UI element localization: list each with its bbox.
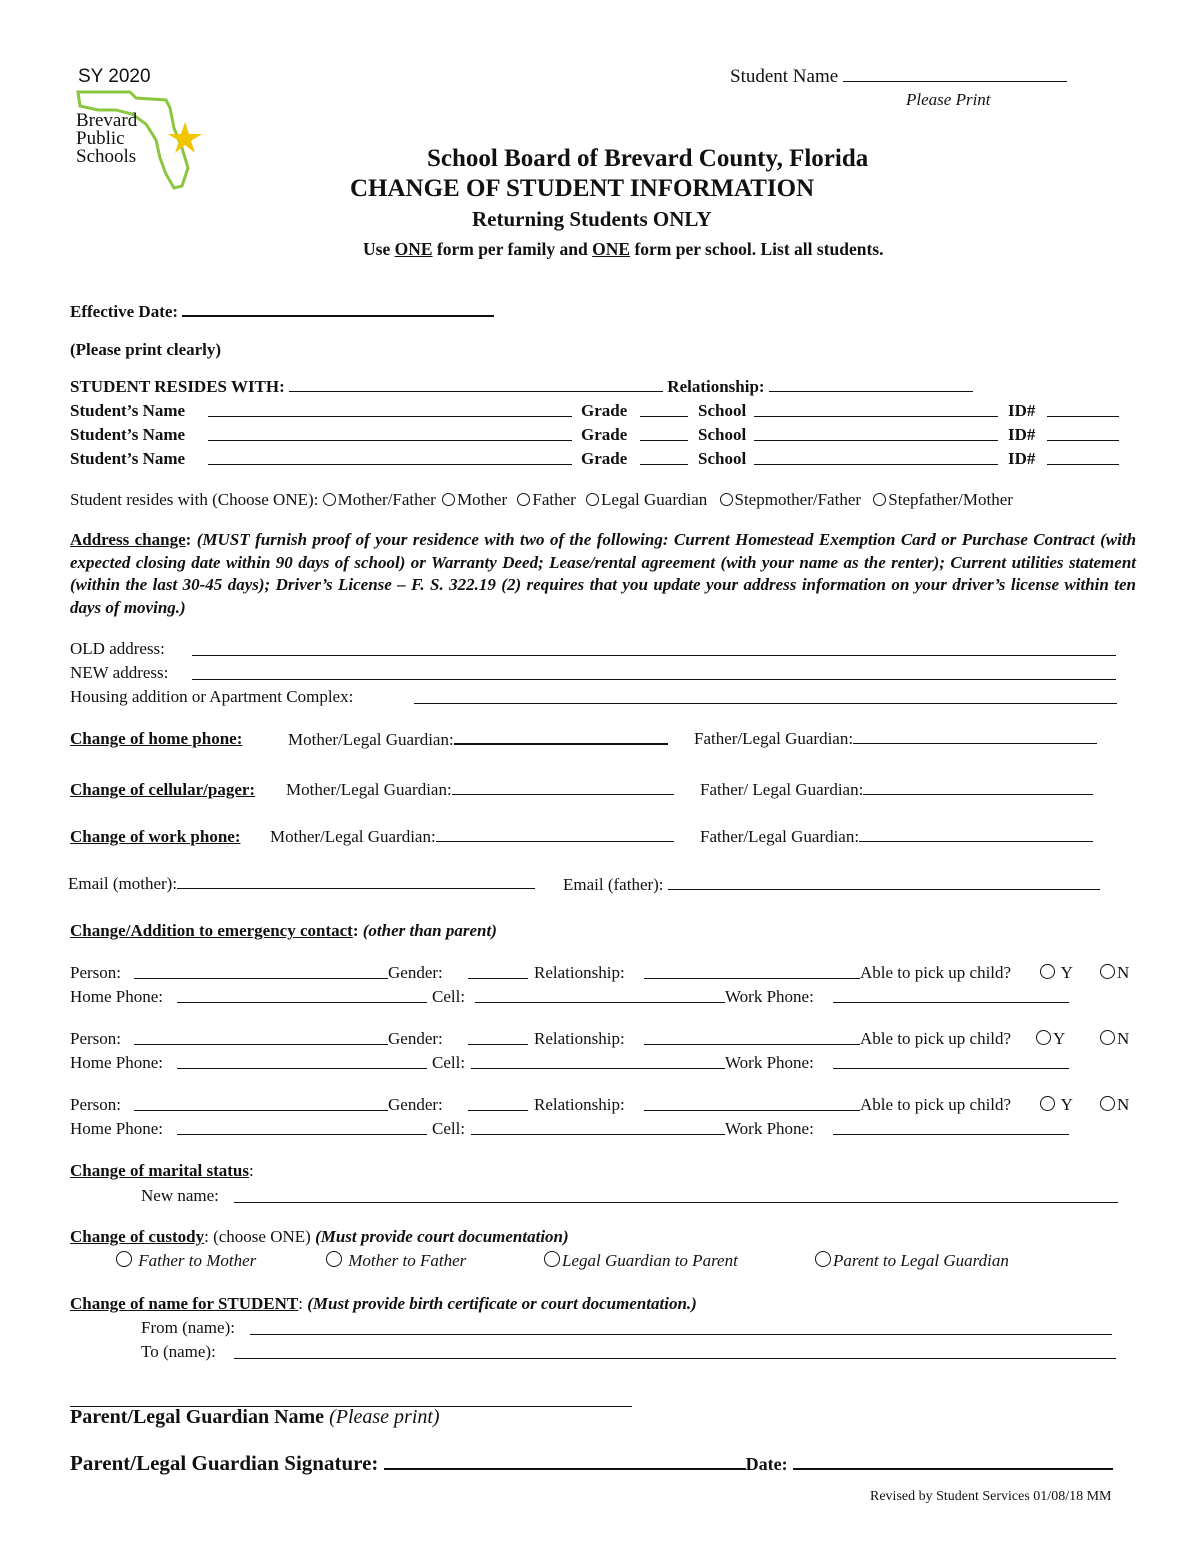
marital-heading: Change of marital status (70, 1161, 249, 1180)
new-address-label: NEW address: (70, 663, 169, 682)
school-line[interactable] (754, 426, 998, 441)
logo-text-brevard: Brevard (76, 110, 138, 131)
grade-line[interactable] (640, 402, 688, 417)
gender-line[interactable] (468, 1096, 528, 1111)
pickup-no[interactable]: N (1100, 963, 1129, 983)
home-father-field[interactable]: Father/Legal Guardian: (694, 729, 1097, 749)
pickup-yes[interactable]: Y (1036, 1029, 1065, 1049)
guardian-signature-line[interactable] (384, 1453, 746, 1470)
from-name-field[interactable] (141, 1318, 235, 1338)
person-line[interactable] (134, 1030, 388, 1045)
logo-text-public: Public (76, 128, 125, 149)
custody-heading: Change of custody (70, 1227, 205, 1246)
id-line[interactable] (1047, 402, 1119, 417)
custody-option-parent-to-guardian[interactable]: Parent to Legal Guardian (815, 1251, 1009, 1271)
student-name-line[interactable] (208, 402, 572, 417)
radio-icon[interactable] (720, 493, 733, 506)
radio-icon[interactable] (1100, 964, 1115, 979)
radio-icon[interactable] (517, 493, 530, 506)
new-name-field[interactable] (141, 1186, 219, 1206)
custody-option-mother-to-father[interactable]: Mother to Father (326, 1251, 466, 1271)
custody-note: (Must provide court documentation) (315, 1227, 569, 1246)
option-stepmother-father[interactable]: Stepmother/Father (720, 490, 862, 509)
radio-icon[interactable] (586, 493, 599, 506)
option-legal-guardian[interactable]: Legal Guardian (586, 490, 707, 509)
work-father-line[interactable] (859, 827, 1093, 842)
home-phone-row (70, 729, 242, 749)
please-print-note: Please Print (906, 90, 991, 109)
page-title: School Board of Brevard County, Florida (427, 145, 869, 172)
to-name-field[interactable] (141, 1342, 216, 1362)
guardian-name-label: Parent/Legal Guardian Name (70, 1406, 325, 1428)
old-address-field[interactable] (70, 639, 165, 659)
to-name-line[interactable] (234, 1344, 1116, 1359)
cell-mother-field[interactable]: Mother/Legal Guardian: (286, 780, 674, 800)
radio-icon[interactable] (323, 493, 336, 506)
relationship-line[interactable] (769, 377, 973, 392)
home-phone-line[interactable] (177, 988, 427, 1003)
relationship-line[interactable] (644, 1096, 860, 1111)
option-mother-father[interactable]: Mother/Father (323, 490, 436, 509)
name-change-note: (Must provide birth certificate or court documentation.) (307, 1294, 697, 1313)
home-mother-field[interactable]: Mother/Legal Guardian: (288, 729, 668, 750)
option-father[interactable]: Father (517, 490, 575, 509)
school-line[interactable] (754, 402, 998, 417)
from-name-line[interactable] (250, 1320, 1112, 1335)
guardian-signature-field[interactable] (70, 1451, 1113, 1476)
old-address-line[interactable] (192, 641, 1116, 656)
new-address-field[interactable] (70, 663, 168, 683)
cell-father-field[interactable]: Father/ Legal Guardian: (700, 780, 1093, 800)
cell-phone-heading: Change of cellular/pager: (70, 780, 256, 799)
work-mother-field[interactable]: Mother/Legal Guardian: (270, 827, 674, 847)
resides-with-label: STUDENT RESIDES WITH: (70, 377, 285, 396)
custody-heading-row: Change of custody: (choose ONE) (Must provide court documentation) (70, 1227, 569, 1246)
radio-icon[interactable] (1100, 1096, 1115, 1111)
email-mother-line[interactable] (177, 874, 535, 889)
name-change-heading: Change of name for STUDENT (70, 1294, 299, 1313)
home-phone-heading: Change of home phone: (70, 729, 243, 748)
person-line[interactable] (134, 1096, 388, 1111)
marital-heading-row: Change of marital status: (70, 1161, 254, 1180)
radio-icon[interactable] (1100, 1030, 1115, 1045)
emergency-contact: Person: Gender: Relationship: Able to pick up child? Y N Home Phone: Cell: Work Phone: (70, 1095, 1130, 1138)
new-name-label: New name: (141, 1186, 219, 1205)
id-line[interactable] (1047, 426, 1119, 441)
student-name-line[interactable] (208, 426, 572, 441)
work-phone-line[interactable] (833, 988, 1069, 1003)
address-change-heading: Address change (70, 530, 186, 549)
home-phone-line[interactable] (177, 1054, 427, 1069)
emergency-heading: Change/Addition to emergency contact (70, 921, 353, 940)
student-name-label: Student Name (730, 66, 839, 87)
guardian-name-line[interactable] (70, 1392, 632, 1407)
form-subtitle: Returning Students ONLY (472, 207, 712, 231)
person-line[interactable] (134, 964, 388, 979)
radio-icon[interactable] (1040, 1096, 1055, 1111)
student-name-field[interactable] (730, 66, 1067, 88)
custody-option-guardian-to-parent[interactable]: Legal Guardian to Parent (544, 1251, 738, 1271)
print-clearly-note: (Please print clearly) (70, 340, 222, 359)
old-address-label: OLD address: (70, 639, 165, 658)
footer-revision: Revised by Student Services 01/08/18 MM (870, 1489, 1112, 1504)
emergency-note: (other than parent) (362, 921, 497, 940)
option-stepfather-mother[interactable]: Stepfather/Mother (873, 490, 1013, 509)
email-mother-field[interactable]: Email (mother): (68, 874, 535, 894)
pickup-yes[interactable]: Y (1040, 1095, 1073, 1115)
resides-with-field[interactable] (70, 377, 973, 397)
emergency-contact: Person: Gender: Relationship: Able to pick up child? Y N Home Phone: Cell: Work Phone: (70, 963, 1130, 1006)
guardian-name-note: (Please print) (329, 1406, 440, 1428)
cell-mother-line[interactable] (452, 780, 674, 795)
housing-field[interactable] (70, 687, 353, 707)
relationship-line[interactable] (644, 1030, 860, 1045)
email-father-line[interactable] (668, 875, 1100, 890)
custody-option-father-to-mother[interactable]: Father to Mother (116, 1251, 256, 1271)
student-name-line[interactable] (843, 67, 1067, 82)
new-address-line[interactable] (192, 665, 1116, 680)
name-change-heading-row: Change of name for STUDENT: (Must provide birth certificate or court documentation.) (70, 1294, 697, 1313)
relationship-line[interactable] (644, 964, 860, 979)
effective-date-line[interactable] (182, 301, 494, 317)
grade-line[interactable] (640, 426, 688, 441)
address-change-section: Address change: (MUST furnish proof of your residence with two of the following: Current Homestead Exemption Card or Purchase Contract (with expected closing date within 90 days of school) or Warranty Deed; Lease/rental agreement (with your name as the renter); Current utilities statement (within the last 30-45 days); Driver’s License – F. S. 322.19 (2) requires that you update your address information on your driver’s license within ten days of moving.) (70, 530, 1137, 617)
id-line[interactable] (1047, 450, 1119, 465)
date-label: Date: (745, 1454, 788, 1474)
cell-line[interactable] (471, 1120, 725, 1135)
cell-phone-row (70, 780, 255, 800)
housing-line[interactable] (414, 689, 1117, 704)
housing-label: Housing addition or Apartment Complex: (70, 687, 354, 706)
radio-icon[interactable] (442, 493, 455, 506)
work-mother-line[interactable] (436, 827, 674, 842)
school-line[interactable] (754, 450, 998, 465)
form-title: CHANGE OF STUDENT INFORMATION (350, 175, 815, 202)
work-father-field[interactable]: Father/Legal Guardian: (700, 827, 1093, 847)
student-name-line[interactable] (208, 450, 572, 465)
email-father-field[interactable]: Email (father): (563, 875, 1100, 895)
work-phone-line[interactable] (833, 1120, 1069, 1135)
radio-icon[interactable] (815, 1251, 831, 1267)
grade-line[interactable] (640, 450, 688, 465)
date-line[interactable] (793, 1453, 1113, 1470)
guardian-name-field (70, 1406, 440, 1429)
work-phone-line[interactable] (833, 1054, 1069, 1069)
brevard-logo (70, 88, 210, 193)
radio-icon[interactable] (873, 493, 886, 506)
address-change-note: (MUST furnish proof of your residence with two of the following: Current Homestead Exemption Card or Purchase Contract (with expected closing date within 90 days of school) or Warranty Deed; Lease/rental agreement (with your name as the renter); Current utilities statement (within the last 30-45 days); Driver’s License – F. S. 322.19 (2) requires that you update your address information on your driver’s license within ten days of moving.) (70, 530, 1137, 617)
option-mother[interactable]: Mother (442, 490, 507, 509)
pickup-no[interactable]: N (1100, 1095, 1129, 1115)
logo-text-schools: Schools (76, 146, 137, 167)
resides-choice-label: Student resides with (Choose ONE): (70, 490, 319, 509)
school-year: SY 2020 (78, 66, 151, 87)
home-phone-line[interactable] (177, 1120, 427, 1135)
cell-line[interactable] (475, 988, 725, 1003)
radio-icon[interactable] (116, 1251, 132, 1267)
home-mother-line[interactable] (454, 729, 668, 745)
form-instructions: Use ONE form per family and ONE form per school. List all students. (363, 239, 884, 259)
guardian-signature-label: Parent/Legal Guardian Signature: (70, 1451, 379, 1475)
gender-line[interactable] (468, 1030, 528, 1045)
work-phone-heading: Change of work phone: (70, 827, 241, 846)
effective-date-field[interactable] (70, 301, 494, 322)
to-name-label: To (name): (141, 1342, 216, 1361)
effective-date-label: Effective Date: (70, 302, 179, 321)
relationship-label: Relationship: (667, 377, 765, 396)
work-phone-row (70, 827, 241, 847)
resides-choice-row (70, 490, 1013, 510)
radio-icon[interactable] (544, 1251, 560, 1267)
cell-line[interactable] (471, 1054, 725, 1069)
pickup-yes[interactable]: Y (1040, 963, 1073, 983)
emergency-contact: Person: Gender: Relationship: Able to pick up child? Y N Home Phone: Cell: Work Phone: (70, 1029, 1130, 1072)
cell-father-line[interactable] (863, 780, 1093, 795)
from-name-label: From (name): (141, 1318, 235, 1337)
gender-line[interactable] (468, 964, 528, 979)
home-father-line[interactable] (853, 729, 1097, 744)
emergency-heading-row: Change/Addition to emergency contact: (other than parent) (70, 921, 497, 940)
radio-icon[interactable] (326, 1251, 342, 1267)
radio-icon[interactable] (1036, 1030, 1051, 1045)
resides-with-line[interactable] (289, 377, 663, 392)
new-name-line[interactable] (234, 1188, 1118, 1203)
pickup-no[interactable]: N (1100, 1029, 1129, 1049)
radio-icon[interactable] (1040, 964, 1055, 979)
